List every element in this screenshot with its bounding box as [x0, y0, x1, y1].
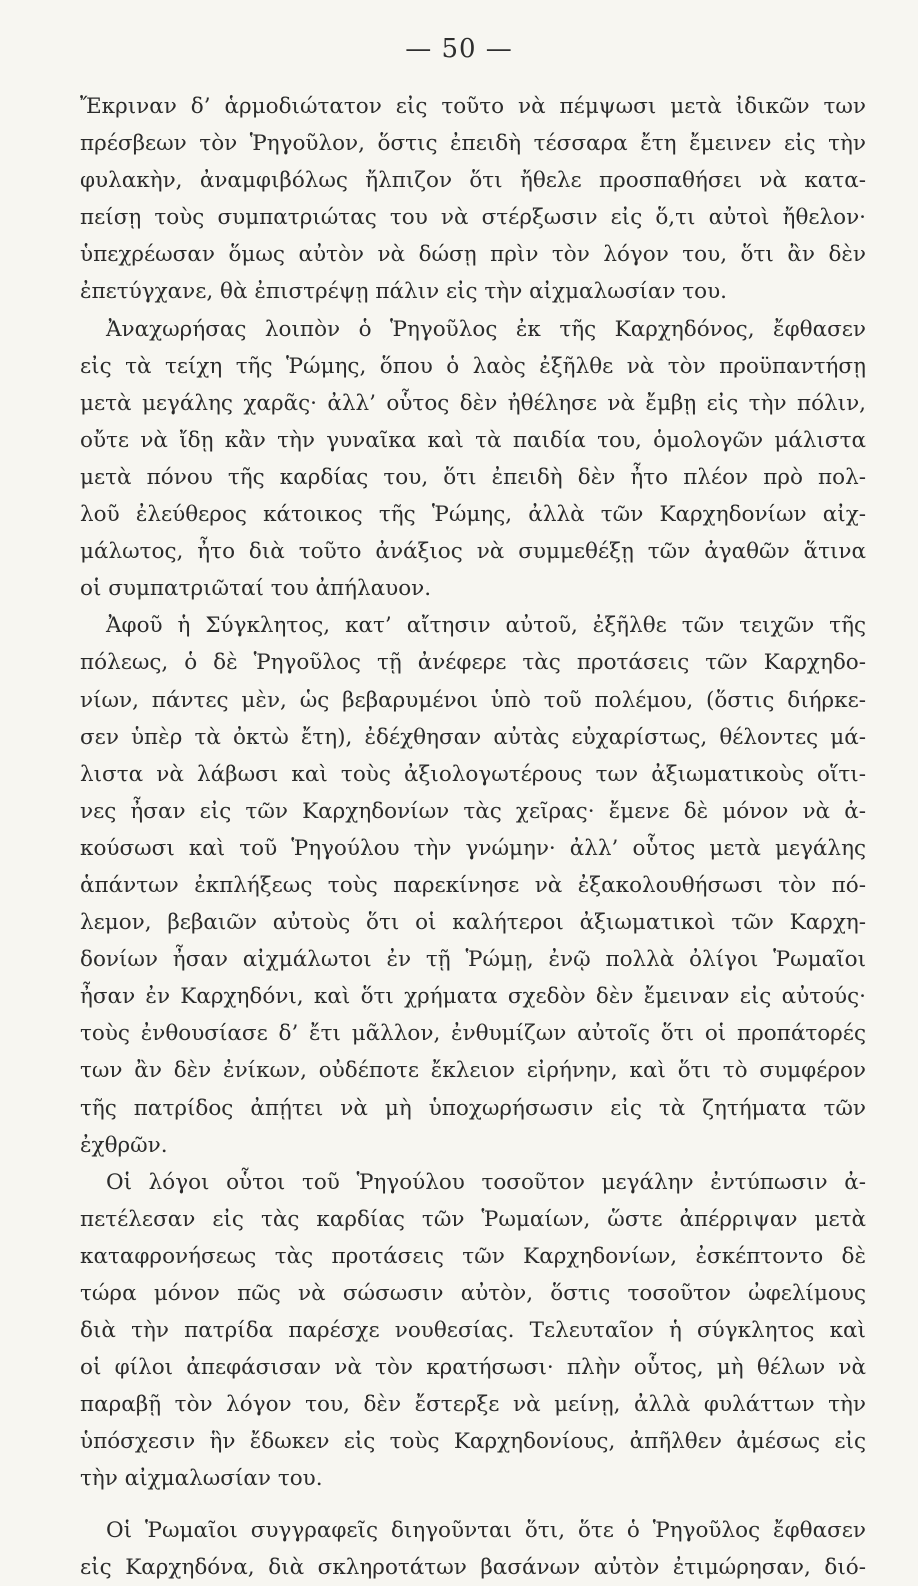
text-line: ὑπεχρέωσαν ὅμως αὐτὸν νὰ δώσῃ πρὶν τὸν λόγον του, ὅτι ἂν δὲν [80, 242, 866, 268]
text-line: Οἱ Ῥωμαῖοι συγγραφεῖς διηγοῦνται ὅτι, ὅτε ὁ Ῥηγοῦλος ἔφθασεν [106, 1517, 866, 1543]
text-line: πρέσβεων τὸν Ῥηγοῦλον, ὅστις ἐπειδὴ τέσσαρα ἔτη ἔμεινεν εἰς τὴν [80, 131, 866, 157]
text-line: Ἀφοῦ ἡ Σύγκλητος, κατ’ αἴτησιν αὐτοῦ, ἐξῆλθε τῶν τειχῶν τῆς [106, 613, 866, 639]
text-line: τὴν αἰχμαλωσίαν του. [80, 1466, 323, 1492]
text-line: ἁπάντων ἐκπλήξεως τοὺς παρεκίνησε νὰ ἐξακολουθήσωσι τὸν πό- [80, 872, 866, 898]
text-line: μάλωτος, ἦτο διὰ τοῦτο ἀνάξιος νὰ συμμεθέξῃ τῶν ἀγαθῶν ἅτινα [80, 539, 866, 565]
text-line: νες ἦσαν εἰς τῶν Καρχηδονίων τὰς χεῖρας· ἔμενε δὲ μόνον νὰ ἀ- [80, 798, 866, 824]
text-line: παραβῇ τὸν λόγον του, δὲν ἔστερξε νὰ μείνῃ, ἀλλὰ φυλάττων τὴν [80, 1392, 866, 1418]
text-line: ἐπετύγχανε, θὰ ἐπιστρέψῃ πάλιν εἰς τὴν αἰχμαλωσίαν του. [80, 279, 727, 305]
text-line: των ἂν δὲν ἐνίκων, οὐδέποτε ἔκλειον εἰρήνην, καὶ ὅτι τὸ συμφέρον [80, 1058, 866, 1084]
text-line: οἱ συμπατριῶταί του ἀπήλαυον. [80, 576, 432, 602]
text-line: καταφρονήσεως τὰς προτάσεις τῶν Καρχηδονίων, ἐσκέπτοντο δὲ [80, 1243, 866, 1269]
text-line: τώρα μόνον πῶς νὰ σώσωσιν αὐτὸν, ὅστις τοσοῦτον ὠφελίμους [80, 1281, 866, 1306]
paragraph-5 [80, 1512, 866, 1586]
text-line: πόλεως, ὁ δὲ Ῥηγοῦλος τῇ ἀνέφερε τὰς προτάσεις τῶν Καρχηδο- [80, 650, 866, 676]
text-line: σεν ὑπὲρ τὰ ὀκτὼ ἔτη), ἐδέχθησαν αὐτὰς εὐχαρίστως, θέλοντες μά- [80, 724, 866, 750]
paragraph-3 [80, 607, 866, 1163]
text-line: δονίων ἦσαν αἰχμάλωτοι ἐν τῇ Ῥώμῃ, ἐνῷ πολλὰ ὀλίγοι Ῥωμαῖοι [80, 947, 866, 973]
paragraph-4 [80, 1164, 866, 1498]
text-line: λεμον, βεβαιῶν αὐτοὺς ὅτι οἱ καλήτεροι ἀξιωματικοὶ τῶν Καρχη- [80, 910, 866, 936]
text-line: εἰς Καρχηδόνα, διὰ σκληροτάτων βασάνων αὐτὸν ἐτιμώρησαν, διό- [80, 1554, 866, 1580]
text-line: πετέλεσαν εἰς τὰς καρδίας τῶν Ῥωμαίων, ὥστε ἀπέρριψαν μετὰ [80, 1206, 866, 1232]
text-line: οἱ φίλοι ἀπεφάσισαν νὰ τὸν κρατήσωσι· πλὴν οὗτος, μὴ θέλων νὰ [80, 1355, 866, 1381]
text-line: διὰ τὴν πατρίδα παρέσχε νουθεσίας. Τελευταῖον ἡ σύγκλητος καὶ [80, 1318, 866, 1344]
paragraph-1 [80, 88, 866, 311]
text-line: τοὺς ἐνθουσίασε δ’ ἔτι μᾶλλον, ἐνθυμίζων αὐτοῖς ὅτι οἱ προπάτορές [80, 1021, 866, 1047]
text-line: λιστα νὰ λάβωσι καὶ τοὺς ἀξιολογωτέρους των ἀξιωματικοὺς οἵτι- [80, 761, 866, 787]
text-line: μετὰ πόνου τῆς καρδίας του, ὅτι ἐπειδὴ δὲν ἦτο πλέον πρὸ πολ- [80, 464, 866, 490]
text-line: Οἱ λόγοι οὗτοι τοῦ Ῥηγούλου τοσοῦτον μεγάλην ἐντύπωσιν ἀ- [106, 1169, 866, 1195]
text-line: Ἀναχωρήσας λοιπὸν ὁ Ῥηγοῦλος ἐκ τῆς Καρχηδόνος, ἔφθασεν [106, 316, 866, 342]
text-line: λοῦ ἐλεύθερος κάτοικος τῆς Ῥώμης, ἀλλὰ τῶν Καρχηδονίων αἰχ- [80, 502, 866, 528]
text-line: πείσῃ τοὺς συμπατριώτας του νὰ στέρξωσιν εἰς ὅ,τι αὐτοὶ ἤθελον· [80, 205, 866, 231]
text-line: τῆς πατρίδος ἀπῄτει νὰ μὴ ὑποχωρήσωσιν εἰς τὰ ζητήματα τῶν [80, 1095, 866, 1121]
text-line: φυλακὴν, ἀναμφιβόλως ἤλπιζον ὅτι ἤθελε προσπαθήσει νὰ κατα- [80, 168, 866, 194]
text-line: κούσωσι καὶ τοῦ Ῥηγούλου τὴν γνώμην· ἀλλ’ οὗτος μετὰ μεγάλης [80, 835, 866, 861]
body-text [80, 88, 866, 1586]
text-line: οὔτε νὰ ἴδῃ κἂν τὴν γυναῖκα καὶ τὰ παιδία του, ὁμολογῶν μάλιστα [80, 427, 866, 453]
text-line: μετὰ μεγάλης χαρᾶς· ἀλλ’ οὗτος δὲν ἠθέλησε νὰ ἔμβῃ εἰς τὴν πόλιν, [80, 390, 866, 416]
text-line: ἐχθρῶν. [80, 1132, 168, 1158]
paragraph-2 [80, 311, 866, 608]
text-line: ἦσαν ἐν Καρχηδόνι, καὶ ὅτι χρήματα σχεδὸν δὲν ἔμειναν εἰς αὐτούς· [80, 984, 866, 1010]
text-line: εἰς τὰ τείχη τῆς Ῥώμης, ὅπου ὁ λαὸς ἐξῆλθε νὰ τὸν προϋπαντήσῃ [80, 353, 866, 379]
text-line: ὑπόσχεσιν ἣν ἔδωκεν εἰς τοὺς Καρχηδονίους, ἀπῆλθεν ἀμέσως εἰς [80, 1429, 866, 1455]
page-number: — 50 — [405, 34, 513, 64]
text-line: Ἔκριναν δ’ ἁρμοδιώτατον εἰς τοῦτο νὰ πέμψωσι μετὰ ἰδικῶν των [80, 94, 866, 119]
text-line: νίων, πάντες μὲν, ὡς βεβαρυμένοι ὑπὸ τοῦ πολέμου, (ὅστις διήρκε- [80, 687, 866, 713]
